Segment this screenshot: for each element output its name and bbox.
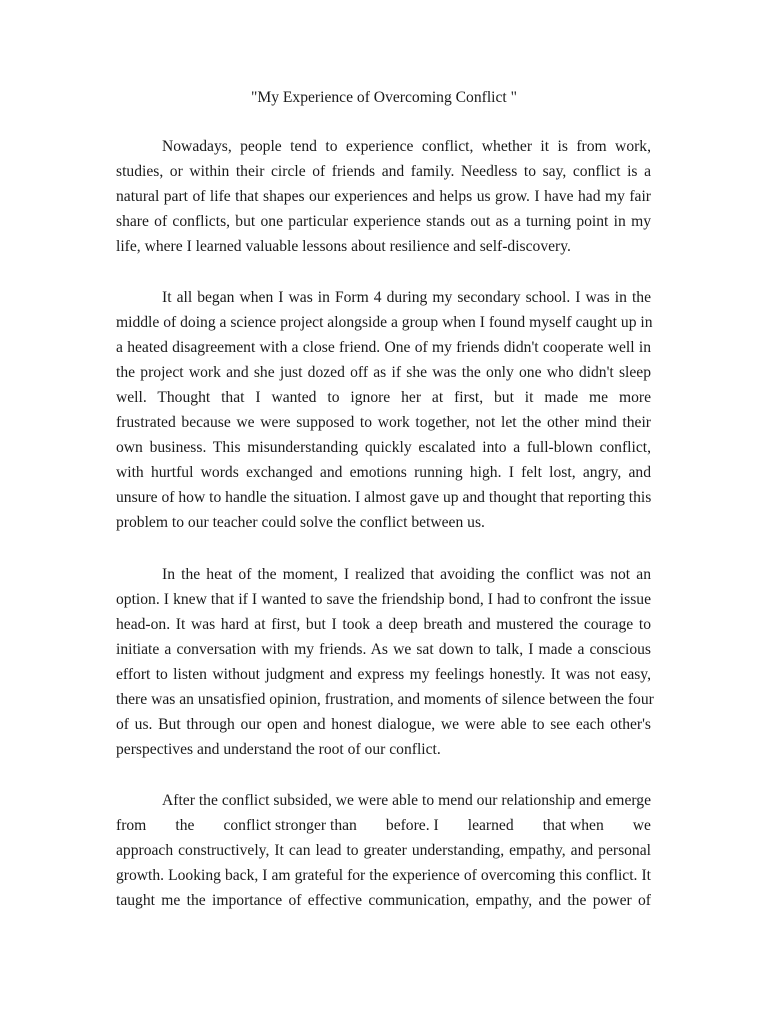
paragraph-line: head-on. It was hard at first, but I took a deep breath and mustered the courage to [116,616,651,633]
paragraph-line: there was an unsatisfied opinion, frustration, and moments of silence between the four [116,691,654,708]
paragraph-line: initiate a conversation with my friends. As we sat down to talk, I made a conscious [116,641,651,658]
paragraph-line: approach constructively, It can lead to greater understanding, empathy, and personal [116,842,651,859]
paragraph-line: life, where I learned valuable lessons about resilience and self-discovery. [116,238,571,255]
paragraph-line: problem to our teacher could solve the conflict between us. [116,514,485,531]
paragraph-line: the project work and she just dozed off as if she was the only one who didn't sleep [116,364,651,381]
spread-word: from [116,817,147,834]
paragraph-line: growth. Looking back, I am grateful for the experience of overcoming this conflict. It [116,867,651,884]
paragraph-line: with hurtful words exchanged and emotions running high. I felt lost, angry, and [116,464,651,481]
paragraph-line: natural part of life that shapes our experiences and helps us grow. I have had my fair [116,188,651,205]
paragraph-line: share of conflicts, but one particular experience stands out as a turning point in my [116,213,651,230]
paragraph-line: well. Thought that I wanted to ignore her at first, but it made me more [116,389,651,406]
spread-word: learned [467,817,514,834]
spread-word: the [175,817,195,834]
paragraph-line: middle of doing a science project alongside a group when I found myself caught up in [116,314,653,331]
paragraph-line: a heated disagreement with a close friend. One of my friends didn't cooperate well in [116,339,651,356]
paragraph-line: own business. This misunderstanding quickly escalated into a full-blown conflict, [116,439,651,456]
paragraph-line: It all began when I was in Form 4 during my secondary school. I was in the [162,289,651,306]
paragraph-line: taught me the importance of effective communication, empathy, and the power of [116,892,651,909]
paragraph-line-spread [116,813,651,838]
document-title: "My Experience of Overcoming Conflict " [250,89,518,106]
spread-word: we [632,817,651,834]
spread-word: conflict stronger than [223,817,357,834]
paragraph-line: frustrated because we were supposed to work together, not let the other mind their [116,414,651,431]
paragraph-line: In the heat of the moment, I realized that avoiding the conflict was not an [162,566,651,583]
paragraph-line: Nowadays, people tend to experience conflict, whether it is from work, [162,138,651,155]
paragraph-line: studies, or within their circle of friends and family. Needless to say, conflict is a [116,163,651,180]
paragraph-line: option. I knew that if I wanted to save the friendship bond, I had to confront the issue [116,591,651,608]
spread-word: that when [542,817,604,834]
paragraph-line: After the conflict subsided, we were able to mend our relationship and emerge [162,792,651,809]
paragraph-line: effort to listen without judgment and express my feelings honestly. It was not easy, [116,666,651,683]
spread-word: before. I [385,817,439,834]
paragraph-line: perspectives and understand the root of our conflict. [116,741,441,758]
paragraph-line: unsure of how to handle the situation. I almost gave up and thought that reporting this [116,489,652,506]
paragraph-line: of us. But through our open and honest dialogue, we were able to see each other's [116,716,651,733]
